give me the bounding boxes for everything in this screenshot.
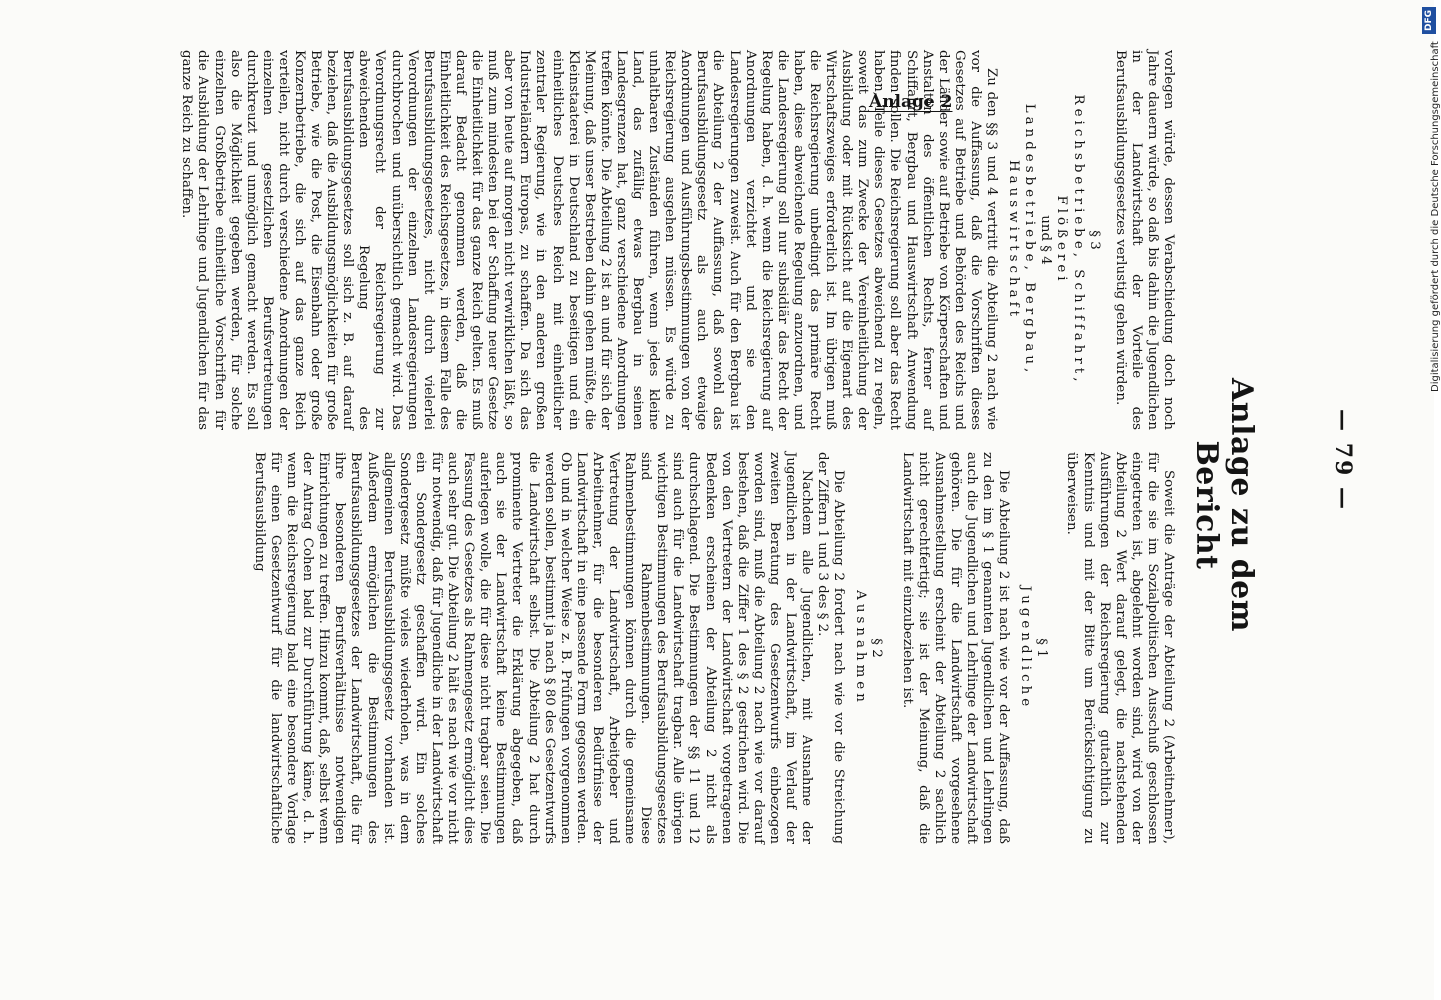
page-number: — 79 — xyxy=(1330,409,1356,511)
anlage-label: Anlage 2 xyxy=(869,92,953,112)
section-2-text: Nachdem alle Jugendlichen, mit Ausnahme der Jugendlichen in der Landwirtschaft, im Verlauf der zweiten Beratung des Gesetzentwurfs einbezogen worden sind, muß die Abteilung 2 nach wie vor darauf bestehen, daß die Ziffer 1 des § 2 gestrichen wird. Die von den Vertretern der Landwirtschaft vorgetragenen Bedenken erscheinen der Abteilung 2 nicht als durchschlagend. Die Bestimmungen der §§ 11 und 12 sind auch für die Landwirtschaft tragbar. Alle übrigen wichtigen Bestimmungen des Berufsausbildungsgesetzes sind Rahmenbestimmungen. Diese Rahmenbestimmungen können durch die gemeinsame Vertretung der Landwirtschaft, Arbeitgeber und Arbeitnehmer, für die besonderen Bedürfnisse der Landwirtschaft in eine passende Form gegossen werden. Ob und in welcher Weise z. B. Prüfungen vorgenommen werden sollen, bestimmt ja nach § 80 des Gesetzentwurfs die Landwirtschaft selbst. Die Abteilung 2 hat durch prominente Vertreter die Erklärung abgegeben, daß auch sie der Landwirtschaft keine Bestimmungen auferlegen wolle, die für diese nicht tragbar seien. Die Fassung des Gesetzes als Rahmengesetz ermöglicht dies auch sehr gut. Die Abteilung 2 hält es nach wie vor nicht für notwendig, daß für Jugendliche in der Landwirtschaft ein Sondergesetz geschaffen wird. Ein solches Sondergesetz müßte vieles wiederholen, was in dem allgemeinen Berufsausbildungsgesetz vorhanden ist. Außerdem ermöglichen die Bestimmungen des Berufsausbildungsgesetzes der Landwirtschaft, die für ihre besonderen Berufsverhältnisse notwendigen Einrichtungen zu treffen. Hinzu kommt, daß, selbst wenn der Antrag Cohen bald zur Durchführung käme, d. h. wenn die Reichsregierung bald eine besondere Vorlage für einen Gesetzentwurf für die landwirtschaftliche Berufsausbildung xyxy=(251,452,815,844)
section-1-title: Jugendliche xyxy=(1018,585,1034,711)
section-3-4-text: Zu den §§ 3 und 4 vertritt die Abteilung 2 nach wie vor die Auffassung, daß die Vorschriften dieses Gesetzes auf Betriebe und Behörden des Reichs und der Länder sowie auf Betriebe von Körperschaften und Anstalten des öffentlichen Rechts, ferner auf Schiffahrt, Bergbau und Hauswirtschaft Anwendung finden sollen. Die Reichsregierung soll aber das Recht haben, Teile dieses Gesetzes abweichend zu regeln, soweit das zum Zwecke der Vereinheitlichung der Ausbildung oder mit Rücksicht auf die Eigenart des Wirtschaftszweiges erforderlich ist. Im übrigen muß die Reichsregierung unbedingt das primäre Recht haben, diese abweichende Regelung anzuordnen, und die Landesregierung soll nur subsidiär das Recht der Regelung haben, d. h. wenn die Reichsregierung auf Anordnungen verzichtet und sie den Landesregierungen zuweist. Auch für den Bergbau ist die Abteilung 2 der Auffassung, daß sowohl das Berufsausbildungsgesetz als auch etwaige Anordnungen und Ausführungsbestimmungen von der Reichsregierung ausgehen müssen. Es würde zu unhaltbaren Zuständen führen, wenn jedes kleine Land, das zufällig etwas Bergbau in seinen Landesgrenzen hat, ganz verschiedene Anordnungen treffen könnte. Die Abteilung 2 ist an und für sich der Meinung, daß unser Bestreben dahin gehen müßte, die Kleinstaaterei in Deutschland zu beseitigen und ein einheitliches Deutsches Reich mit einheitlicher zentraler Regierung, wie in den anderen großen Industrieländern Europas, zu schaffen. Da sich das aber von heute auf morgen nicht verwirklichen läßt, so muß zum mindesten bei der Schaffung neuer Gesetze die Einheitlichkeit für das ganze Reich gelten. Es muß darauf Bedacht genommen werden, daß die Einheitlichkeit des Reichsgesetzes, in diesem Falle des Berufsausbildungsgesetzes, nicht durch vielerlei Verordnungen der einzelnen Landesregierungen durchbrochen und unübersichtlich gemacht wird. Das Verordnungsrecht der Reichsregierung zur abweichenden Regelung des Berufsausbildungsgesetzes soll sich z. B. auf darauf beziehen, daß die Ausbildungsmöglichkeiten für große Betriebe, wie die Post, die Eisenbahn oder große Konzernbetriebe, die sich auf das ganze Reich verteilen, nicht durch verschiedene Anordnungen der einzelnen gesetzlichen Berufsvertretungen durchkreuzt und unmöglich gemacht werden. Es soll also die Möglichkeit gegeben werden, für solche einzelnen Großbetriebe einheitliche Vorschriften für die Ausbildung der Lehrlinge und Jugendlichen für das ganze Reich zu schaffen. xyxy=(179,50,1000,430)
section-4-heading: und § 4 xyxy=(1038,215,1054,265)
section-1-text: Die Abteilung 2 ist nach wie vor der Auffassung, daß zu den im § 1 genannten Jugendlichen und Lehrlingen auch die Jugendlichen und Lehrlinge der Landwirtschaft gehören. Die für die Landwirtschaft vorgesehene Ausnahmestellung erscheint der Abteilung 2 sachlich nicht gerechtfertigt; sie ist der Meinung, daß die Landwirtschaft mit einzubeziehen ist. xyxy=(899,452,1012,844)
page-title: Anlage zu dem Bericht xyxy=(1189,377,1259,633)
left-column xyxy=(251,452,1176,844)
section-2-intro: Die Abteilung 2 fordert nach wie vor die Streichung der Ziffern 1 und 3 des § 2. xyxy=(815,452,847,844)
continuation-paragraph: vorlegen würde, dessen Verabschiedung doch noch Jahre dauern würde, so daß bis dahin die Jugendlichen in der Landwirtschaft der Vorteile des Berufsausbildungsgesetzes verlustig gehen würden. xyxy=(1112,50,1176,430)
intro-paragraph: Soweit die Anträge der Abteilung 2 (Arbeitnehmer), für die sie im Sozialpolitischen Ausschuß geschlossen eingetreten ist, abgelehnt worden sind, wird von der Abteilung 2 Wert darauf gelegt, die nachstehenden Ausführungen der Reichsregierung gutachtlich zur Kenntnis und mit der Bitte um Berücksichtigung zu überweisen. xyxy=(1064,452,1176,844)
section-3-heading: § 3 xyxy=(1086,230,1102,250)
section-2-title: Ausnahmen xyxy=(853,590,869,706)
section-3-title: Reichsbetriebe, Schiffahrt, Flößerei xyxy=(1054,94,1086,386)
digitization-note: Digitalisierung gefördert durch die Deutsche Forschungsgemeinschaft xyxy=(1430,41,1441,392)
section-4-title: Landesbetriebe, Bergbau, Hauswirtschaft xyxy=(1006,103,1038,377)
section-1-heading: § 1 xyxy=(1034,638,1050,658)
right-column xyxy=(178,50,1176,430)
section-2-heading: § 2 xyxy=(869,638,885,658)
dfg-logo: DFG xyxy=(1422,7,1436,34)
